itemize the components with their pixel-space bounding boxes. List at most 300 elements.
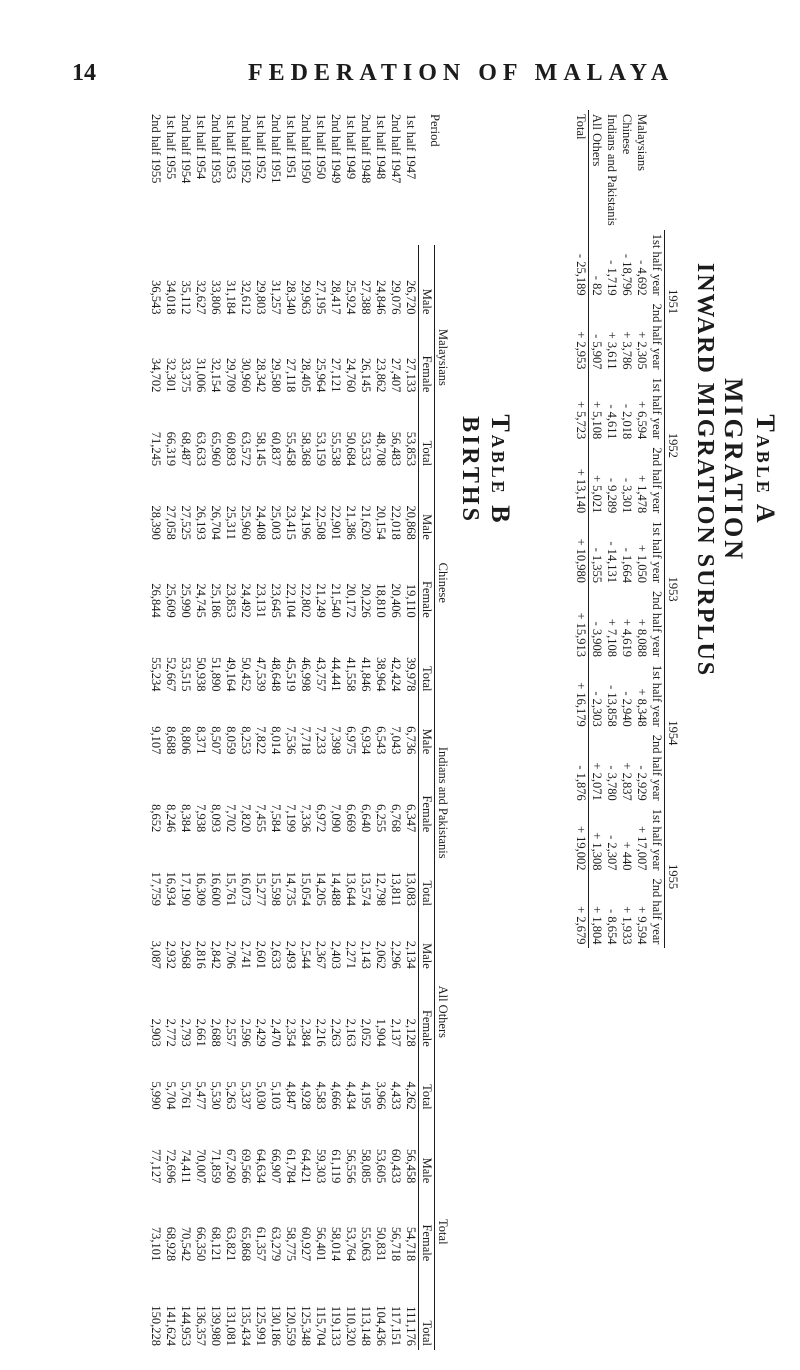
table-cell: 2,842 [209, 940, 223, 969]
table-cell: 23,645 [269, 583, 283, 618]
table-cell: 15,277 [254, 871, 268, 906]
total-cell: - 25,189 [573, 230, 589, 300]
table-cell: 33,806 [209, 280, 223, 315]
period-cell: 1st half 1953 [224, 114, 238, 180]
table-cell: 26,720 [404, 280, 418, 315]
table-cell: 58,014 [329, 1226, 343, 1262]
table-row [193, 110, 208, 1350]
table-cell: 6,972 [314, 804, 328, 833]
table-cell: 4,262 [404, 1081, 418, 1110]
table-cell: 56,401 [314, 1226, 328, 1262]
table-cell: 31,184 [224, 280, 238, 315]
table-cell: 14,205 [314, 871, 328, 906]
table-cell: 7,233 [314, 726, 328, 755]
table-cell: 8,806 [179, 726, 193, 755]
table-cell: 2,968 [179, 940, 193, 969]
table-cell: 15,054 [299, 871, 313, 906]
sex-header: Total [419, 622, 435, 696]
group-header: Malaysians [435, 245, 451, 470]
table-cell: 5,530 [209, 1081, 223, 1110]
period-cell: 1st half 1955 [164, 114, 178, 180]
table-cell: 28,342 [254, 358, 268, 393]
table-cell: 2,493 [284, 940, 298, 969]
table-cell: 71,859 [209, 1148, 223, 1184]
half-year-header: 2nd half year [650, 591, 664, 657]
table-b-label: Table B [486, 414, 515, 526]
table-cell: 53,764 [344, 1226, 358, 1262]
table-cell: 4,847 [284, 1081, 298, 1110]
table-cell: 7,536 [284, 726, 298, 755]
table-cell: 22,802 [299, 583, 313, 618]
table-row [223, 110, 238, 1350]
sex-header: Total [419, 1265, 435, 1350]
corner-cell [649, 110, 665, 230]
table-row [634, 110, 649, 948]
table-row [148, 110, 163, 1350]
table-cell: - 8,654 [605, 909, 619, 945]
table-cell: 50,452 [239, 657, 253, 692]
table-row [373, 110, 388, 1350]
table-row [178, 110, 193, 1350]
table-cell: 8,059 [224, 726, 238, 755]
table-cell: 2,661 [194, 1018, 208, 1047]
table-cell: 66,907 [269, 1148, 283, 1184]
table-cell: 7,090 [329, 804, 343, 833]
table-cell: + 1,478 [635, 474, 649, 514]
table-cell: 47,539 [254, 657, 268, 692]
table-row [208, 110, 223, 1350]
table-cell: 56,458 [404, 1148, 418, 1184]
table-cell: 32,301 [164, 358, 178, 393]
table-cell: 23,415 [284, 505, 298, 540]
sex-header: Female [419, 544, 435, 622]
table-cell: 31,257 [269, 280, 283, 315]
table-cell: 23,853 [224, 583, 238, 618]
table-cell: - 1,355 [590, 547, 604, 584]
period-cell: 1st half 1954 [194, 114, 208, 180]
group-header: Chinese [435, 470, 451, 695]
table-cell: + 1,933 [620, 906, 634, 945]
table-cell: 6,975 [344, 726, 358, 755]
table-cell: 2,816 [194, 940, 208, 969]
table-cell: + 3,786 [620, 331, 634, 370]
table-cell: 53,533 [359, 431, 373, 467]
total-cell: + 13,140 [573, 443, 589, 517]
table-row [403, 110, 419, 1350]
table-cell: 46,998 [299, 657, 313, 692]
table-cell: 23,131 [254, 583, 268, 618]
table-cell: + 1,050 [635, 544, 649, 584]
table-cell: 34,702 [149, 358, 163, 393]
group-header: Total [435, 1114, 451, 1350]
table-cell: 68,928 [164, 1226, 178, 1262]
table-row [589, 110, 605, 948]
table-cell: - 3,908 [590, 621, 604, 657]
table-cell: 38,964 [374, 657, 388, 692]
year-header: 1952 [665, 374, 681, 518]
table-cell: 61,119 [329, 1149, 343, 1184]
table-cell: 4,583 [314, 1081, 328, 1110]
table-cell: 44,441 [329, 657, 343, 692]
table-cell: 2,367 [314, 940, 328, 969]
table-a-subtitle: INWARD MIGRATION SURPLUS [692, 262, 718, 678]
table-cell: 20,406 [389, 583, 403, 618]
table-cell: 29,709 [224, 358, 238, 393]
table-cell: 25,311 [224, 505, 238, 540]
table-cell: 2,137 [389, 1018, 403, 1047]
table-cell: 4,195 [359, 1081, 373, 1110]
period-cell: 2nd half 1950 [299, 114, 313, 184]
table-cell: 24,408 [254, 505, 268, 540]
table-cell: 6,640 [359, 804, 373, 833]
table-cell: 65,960 [209, 431, 223, 467]
table-cell: 74,411 [179, 1149, 193, 1184]
half-year-header: 1st half year [650, 377, 664, 440]
table-cell: 45,519 [284, 657, 298, 692]
table-cell: - 4,611 [605, 404, 619, 440]
table-cell: 27,195 [314, 280, 328, 315]
table-cell: 60,433 [389, 1148, 403, 1184]
table-cell: 22,901 [329, 505, 343, 540]
table-cell: 27,121 [329, 358, 343, 393]
table-cell: 22,018 [389, 505, 403, 540]
row-label: Indians and Pakistanis [605, 114, 619, 226]
period-cell: 1st half 1952 [254, 114, 268, 180]
table-cell: 56,483 [389, 431, 403, 467]
table-cell: 63,279 [269, 1226, 283, 1262]
table-cell: 16,309 [194, 871, 208, 906]
table-cell: 104,436 [374, 1305, 388, 1346]
table-cell: 27,407 [389, 358, 403, 393]
table-cell: 63,821 [224, 1226, 238, 1262]
period-cell: 2nd half 1953 [209, 114, 223, 184]
sex-header: Female [419, 318, 435, 396]
table-row [238, 110, 253, 1350]
table-row [253, 110, 268, 1350]
half-year-header: 1st half year [650, 521, 664, 584]
table-cell: 1,904 [374, 1018, 388, 1047]
table-cell: 8,014 [269, 726, 283, 755]
table-cell: 58,775 [284, 1226, 298, 1262]
table-cell: - 13,858 [605, 685, 619, 727]
sex-header-row [419, 110, 435, 1350]
table-cell: 39,978 [404, 657, 418, 692]
half-year-header: 2nd half year [650, 878, 664, 945]
table-cell: 2,263 [329, 1018, 343, 1047]
sex-header: Total [419, 836, 435, 910]
table-cell: 56,556 [344, 1148, 358, 1184]
half-year-header-row [649, 110, 665, 948]
table-cell: - 2,307 [605, 835, 619, 871]
table-cell: 9,107 [149, 726, 163, 755]
group-header-row [435, 110, 451, 1350]
table-cell: + 2,305 [635, 331, 649, 370]
table-cell: 58,368 [299, 431, 313, 467]
table-cell: 5,030 [254, 1081, 268, 1110]
table-cell: + 5,021 [590, 474, 604, 514]
period-cell: 2nd half 1948 [359, 114, 373, 184]
table-cell: 55,538 [329, 431, 343, 467]
sex-header: Male [419, 245, 435, 319]
table-cell: 20,172 [344, 583, 358, 618]
table-cell: 3,087 [149, 940, 163, 969]
table-cell: 34,018 [164, 280, 178, 315]
table-cell: 8,688 [164, 726, 178, 755]
table-cell: 7,199 [284, 804, 298, 833]
table-cell: 49,164 [224, 657, 238, 692]
table-cell: 7,938 [194, 804, 208, 833]
table-cell: - 1,719 [605, 260, 619, 296]
table-cell: 71,245 [149, 431, 163, 467]
table-cell: 50,684 [344, 431, 358, 467]
table-cell: 119,133 [329, 1305, 343, 1346]
table-cell: 52,667 [164, 657, 178, 692]
table-cell: - 3,301 [620, 477, 634, 514]
table-cell: 2,052 [359, 1018, 373, 1047]
table-cell: 8,253 [239, 726, 253, 755]
table-cell: 70,542 [179, 1226, 193, 1262]
row-label: Malaysians [635, 114, 649, 171]
table-cell: 25,990 [179, 583, 193, 618]
total-cell: + 5,723 [573, 374, 589, 444]
table-cell: 41,558 [344, 657, 358, 692]
year-header: 1953 [665, 517, 681, 661]
births-table [148, 110, 450, 1350]
table-cell: 5,103 [269, 1081, 283, 1110]
table-cell: 53,853 [404, 431, 418, 467]
table-cell: 2,470 [269, 1018, 283, 1047]
table-cell: 2,601 [254, 940, 268, 969]
table-cell: 113,148 [359, 1305, 373, 1346]
table-cell: 8,246 [164, 804, 178, 833]
table-cell: 2,403 [329, 940, 343, 969]
table-cell: 14,735 [284, 871, 298, 906]
table-cell: 27,388 [359, 280, 373, 315]
table-cell: 6,255 [374, 804, 388, 833]
table-cell: 68,121 [209, 1226, 223, 1262]
table-cell: 6,736 [404, 726, 418, 755]
table-cell: 68,487 [179, 431, 193, 467]
table-cell: 7,584 [269, 804, 283, 833]
table-cell: 115,704 [314, 1305, 328, 1346]
sex-header: Total [419, 1051, 435, 1114]
table-row [604, 110, 619, 948]
table-cell: 2,557 [224, 1018, 238, 1047]
table-row [283, 110, 298, 1350]
table-cell: 27,058 [164, 505, 178, 540]
table-cell: 25,924 [344, 280, 358, 315]
period-cell: 1st half 1951 [284, 114, 298, 180]
table-cell: - 3,780 [605, 765, 619, 801]
table-cell: 6,669 [344, 804, 358, 833]
table-cell: - 2,018 [620, 403, 634, 440]
table-cell: 51,890 [209, 657, 223, 692]
table-cell: 64,421 [299, 1148, 313, 1184]
table-cell: 32,612 [239, 280, 253, 315]
table-cell: 2,296 [389, 940, 403, 969]
half-year-header: 2nd half year [650, 734, 664, 801]
table-cell: 13,574 [359, 871, 373, 906]
period-cell: 2nd half 1949 [329, 114, 343, 184]
table-cell: 8,371 [194, 726, 208, 755]
table-cell: 25,964 [314, 358, 328, 393]
table-cell: 53,515 [179, 657, 193, 692]
table-cell: 55,234 [149, 657, 163, 692]
year-header: 1951 [665, 230, 681, 374]
table-row [313, 110, 328, 1350]
table-cell: 20,868 [404, 505, 418, 540]
table-cell: 5,761 [179, 1081, 193, 1110]
table-cell: 63,633 [194, 431, 208, 467]
table-cell: 16,934 [164, 871, 178, 906]
year-header-row [665, 110, 681, 948]
sex-header: Female [419, 973, 435, 1051]
table-a-title: MIGRATION [719, 378, 748, 562]
period-cell: 2nd half 1947 [389, 114, 403, 184]
table-cell: 8,093 [209, 804, 223, 833]
table-row [343, 110, 358, 1350]
table-cell: 24,492 [239, 583, 253, 618]
table-cell: - 2,940 [620, 691, 634, 727]
period-cell: 2nd half 1951 [269, 114, 283, 184]
table-cell: + 1,804 [590, 906, 604, 945]
table-cell: 131,081 [224, 1305, 238, 1346]
table-cell: 4,434 [344, 1081, 358, 1110]
table-cell: 7,043 [389, 726, 403, 755]
table-cell: 139,980 [209, 1305, 223, 1346]
table-cell: + 1,308 [590, 832, 604, 871]
table-row [268, 110, 283, 1350]
table-cell: 70,007 [194, 1148, 208, 1184]
table-cell: 136,357 [194, 1305, 208, 1346]
table-cell: - 9,289 [605, 477, 619, 514]
table-cell: 16,073 [239, 871, 253, 906]
table-cell: 2,429 [254, 1018, 268, 1047]
group-header: All Others [435, 910, 451, 1114]
table-cell: 22,104 [284, 583, 298, 618]
table-cell: 7,336 [299, 804, 313, 833]
table-cell: 14,488 [329, 871, 343, 906]
table-cell: + 8,348 [635, 688, 649, 727]
table-cell: 5,704 [164, 1081, 178, 1110]
table-cell: 7,718 [299, 726, 313, 755]
table-cell: 6,347 [404, 804, 418, 833]
table-cell: 2,134 [404, 940, 418, 969]
table-cell: 7,702 [224, 804, 238, 833]
table-a-label: Table A [751, 414, 780, 526]
half-year-header: 2nd half year [650, 447, 664, 514]
period-cell: 2nd half 1955 [149, 114, 163, 184]
table-cell: 20,154 [374, 505, 388, 540]
table-cell: 5,263 [224, 1081, 238, 1110]
table-cell: 31,006 [194, 358, 208, 393]
table-cell: 4,928 [299, 1081, 313, 1110]
period-header: Period [427, 114, 442, 147]
half-year-header: 1st half year [650, 665, 664, 727]
table-cell: 29,580 [269, 358, 283, 393]
row-label: Chinese [620, 114, 634, 155]
table-cell: 69,566 [239, 1148, 253, 1184]
table-cell: 22,508 [314, 505, 328, 540]
table-cell: 144,953 [179, 1305, 193, 1346]
table-b-title: BIRTHS [457, 416, 483, 524]
page-number: 14 [72, 60, 96, 86]
births-table-body [148, 110, 419, 1350]
table-cell: 60,837 [269, 431, 283, 467]
table-cell: 2,688 [209, 1018, 223, 1047]
half-year-header: 2nd half year [650, 303, 664, 370]
table-cell: - 2,303 [590, 691, 604, 727]
table-cell: 77,127 [149, 1148, 163, 1184]
period-cell: 1st half 1947 [404, 114, 419, 180]
sex-header: Male [419, 470, 435, 544]
table-cell: 24,196 [299, 505, 313, 540]
table-cell: 12,798 [374, 871, 388, 906]
table-cell: 17,190 [179, 871, 193, 906]
table-cell: 42,424 [389, 657, 403, 692]
table-cell: 25,186 [209, 583, 223, 618]
table-cell: 29,803 [254, 280, 268, 315]
table-cell: 23,862 [374, 358, 388, 393]
table-cell: 29,076 [389, 280, 403, 315]
table-cell: 141,624 [164, 1305, 178, 1346]
table-cell: + 8,088 [635, 618, 649, 657]
table-cell: 5,990 [149, 1081, 163, 1110]
table-cell: 21,540 [329, 583, 343, 618]
table-cell: 150,228 [149, 1305, 163, 1346]
total-row [573, 110, 589, 948]
period-cell: 1st half 1949 [344, 114, 358, 180]
table-cell: 26,145 [359, 358, 373, 393]
table-cell: 29,963 [299, 280, 313, 315]
table-cell: 48,648 [269, 657, 283, 692]
table-cell: 54,718 [404, 1226, 418, 1262]
period-cell: 2nd half 1952 [239, 114, 253, 184]
table-cell: 2,772 [164, 1018, 178, 1047]
table-cell: 19,110 [404, 583, 418, 618]
table-cell: 7,820 [239, 804, 253, 833]
period-cell: 1st half 1950 [314, 114, 328, 180]
table-cell: 2,143 [359, 940, 373, 969]
table-cell: 65,868 [239, 1226, 253, 1262]
period-cell: 2nd half 1954 [179, 114, 193, 184]
period-cell: 1st half 1948 [374, 114, 388, 180]
table-cell: 30,960 [239, 358, 253, 393]
table-cell: 24,846 [374, 280, 388, 315]
table-cell: 6,768 [389, 804, 403, 833]
table-cell: 8,652 [149, 804, 163, 833]
table-cell: 56,718 [389, 1226, 403, 1262]
table-cell: 8,507 [209, 726, 223, 755]
table-cell: 6,934 [359, 726, 373, 755]
table-cell: + 5,108 [590, 401, 604, 440]
table-cell: 5,477 [194, 1081, 208, 1110]
table-cell: 61,784 [284, 1148, 298, 1184]
table-cell: 111,176 [404, 1306, 418, 1346]
table-cell: 67,260 [224, 1148, 238, 1184]
table-cell: 32,627 [194, 280, 208, 315]
table-cell: 28,405 [299, 358, 313, 393]
table-cell: 2,741 [239, 940, 253, 969]
table-cell: 2,354 [284, 1018, 298, 1047]
table-cell: 60,927 [299, 1226, 313, 1262]
table-cell: + 2,837 [620, 762, 634, 801]
table-cell: 125,348 [299, 1305, 313, 1346]
table-cell: 25,960 [239, 505, 253, 540]
table-cell: 13,811 [389, 872, 403, 906]
table-cell: 58,085 [359, 1148, 373, 1184]
table-cell: 110,320 [344, 1305, 358, 1346]
